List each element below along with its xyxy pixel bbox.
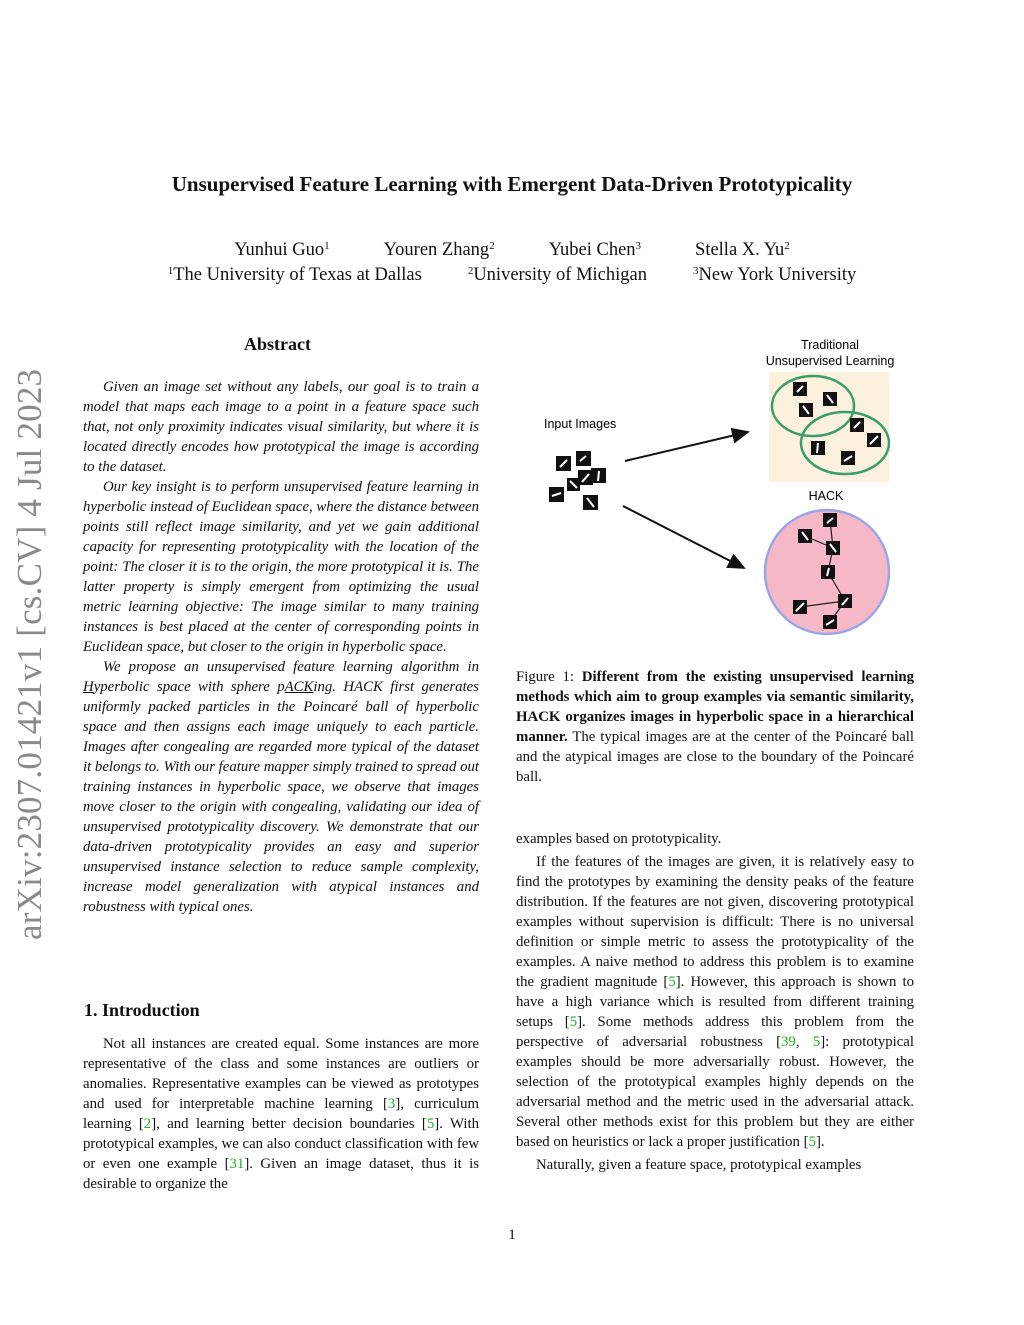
affiliation: $^3$New York University xyxy=(692,265,857,285)
author: Stella X. Yu$^2$ xyxy=(695,240,790,260)
affiliation: $^2$University of Michigan xyxy=(467,265,647,285)
figure-1-caption xyxy=(516,667,914,787)
abstract-paragraph: We propose an unsupervised feature learning algorithm in Hyperbolic space with sphere pACKing. HACK first generates uniformly packed particles in the Poincaré ball of hyperbolic space and then assigns each image uniquely to each particle. Images after congealing are regarded more typical of the dataset it belongs to. With our feature mapper simply trained to spread out training instances in hyperbolic space, we observe that images move closer to the origin with congealing, validating our idea of unsupervised prototypicality discovery. We demonstrate that our data-driven prototypicality provides an easy and superior unsupervised instance selection to reduce sample complexity, increase model generalization with atypical instances and robustness with typical ones. xyxy=(83,659,480,915)
citation-link[interactable]: 5 xyxy=(808,1134,816,1150)
intro-heading: 1. Introduction xyxy=(84,1000,200,1020)
right-column-body xyxy=(516,829,914,1175)
citation-link[interactable]: 5 xyxy=(812,1034,821,1050)
citation-link[interactable]: 39 xyxy=(781,1034,796,1050)
citation-link[interactable]: 5 xyxy=(569,1014,578,1030)
abstract-body xyxy=(83,377,479,917)
traditional-label-line1: Traditional xyxy=(801,338,859,352)
citation-link[interactable]: 3 xyxy=(387,1096,396,1112)
intro-body xyxy=(83,1034,479,1194)
caption-label: Figure 1: xyxy=(516,669,582,685)
traditional-panel xyxy=(769,372,889,482)
affiliation-list xyxy=(0,265,1024,286)
hack-label: HACK xyxy=(808,489,844,503)
author: Yunhui Guo$^1$ xyxy=(234,240,330,260)
author: Yubei Chen$^3$ xyxy=(548,240,642,260)
citation-link[interactable]: 5 xyxy=(426,1116,435,1132)
body-paragraph: examples based on prototypicality. xyxy=(516,831,722,847)
caption-bold: Different from the existing unsupervised learning methods which aim to group examples via semantic similarity, HACK organizes images in hyperbolic space in a hierarchical manner. xyxy=(516,669,914,745)
abstract-paragraph: Given an image set without any labels, our goal is to train a model that maps each image to a point in a feature space such that, not only proximity indicates visual similarity, but where it is located directly encodes how prototypical the image is according to the dataset. xyxy=(83,379,479,475)
input-images-cluster xyxy=(549,451,606,510)
affiliation: $^1$The University of Texas at Dallas xyxy=(167,265,422,285)
arrow-to-hack xyxy=(623,506,744,568)
page-number: 1 xyxy=(508,1227,516,1243)
figure-1-diagram xyxy=(515,330,915,640)
citation-link[interactable]: 2 xyxy=(143,1116,152,1132)
abstract-heading: Abstract xyxy=(244,334,311,354)
arrow-to-traditional xyxy=(625,432,748,461)
author: Youren Zhang$^2$ xyxy=(383,240,495,260)
citation-link[interactable]: 5 xyxy=(668,974,676,990)
traditional-label-line2: Unsupervised Learning xyxy=(765,354,895,368)
body-paragraph: If the features of the images are given, it is relatively easy to find the prototypes by examining the density peaks of the feature distribution. If the features are not given, discovering prototypical examples without supervision is difficult: There is no universal definition or simple metric to assess the prototypicality of the examples. A naive method to address this problem is to examine the gradient magnitude [5]. However, this approach is shown to have a high variance which is resulted from different training setups [5]. Some methods address this problem from the perspective of adversarial robustness [39, 5]: prototypical examples should be more adversarially robust. However, the selection of the prototypical examples highly depends on the adversarial method and the metric used in the adversarial attack. Several other methods exist for this problem but they are either based on heuristics or lack a proper justification [5]. xyxy=(516,854,915,1150)
input-images-label: Input Images xyxy=(544,417,617,431)
intro-paragraph: Not all instances are created equal. Some instances are more representative of the class and some instances are outliers or anomalies. Representative examples can be viewed as prototypes and used for interpretable machine learning [3], curriculum learning [2], and learning better decision boundaries [5]. With prototypical examples, we can also conduct classification with few or even one example [31]. Given an image dataset, thus it is desirable to organize the xyxy=(83,1036,480,1192)
author-list xyxy=(0,240,1024,261)
body-paragraph: Naturally, given a feature space, prototypical examples xyxy=(536,1157,862,1173)
abstract-paragraph: Our key insight is to perform unsupervised feature learning in hyperbolic instead of Euclidean space, where the distance between points still reflect image similarity, and yet we gain additional capacity for representing prototypicality with the location of the point: The closer it is to the origin, the more prototypical it is. The latter property is simply emergent from optimizing the usual metric learning objective: The image similar to many training instances is best placed at the center of corresponding points in Euclidean space, but closer to the origin in hyperbolic space. xyxy=(83,479,479,655)
arxiv-identifier: arXiv:2307.01421v1 [cs.CV] 4 Jul 2023 xyxy=(10,368,49,940)
caption-text: The typical images are at the center of the Poincaré ball and the atypical images are close to the boundary of the Poincaré ball. xyxy=(516,729,914,785)
paper-title: Unsupervised Feature Learning with Emergent Data-Driven Prototypicality xyxy=(171,172,853,196)
citation-link[interactable]: 31 xyxy=(229,1156,245,1172)
